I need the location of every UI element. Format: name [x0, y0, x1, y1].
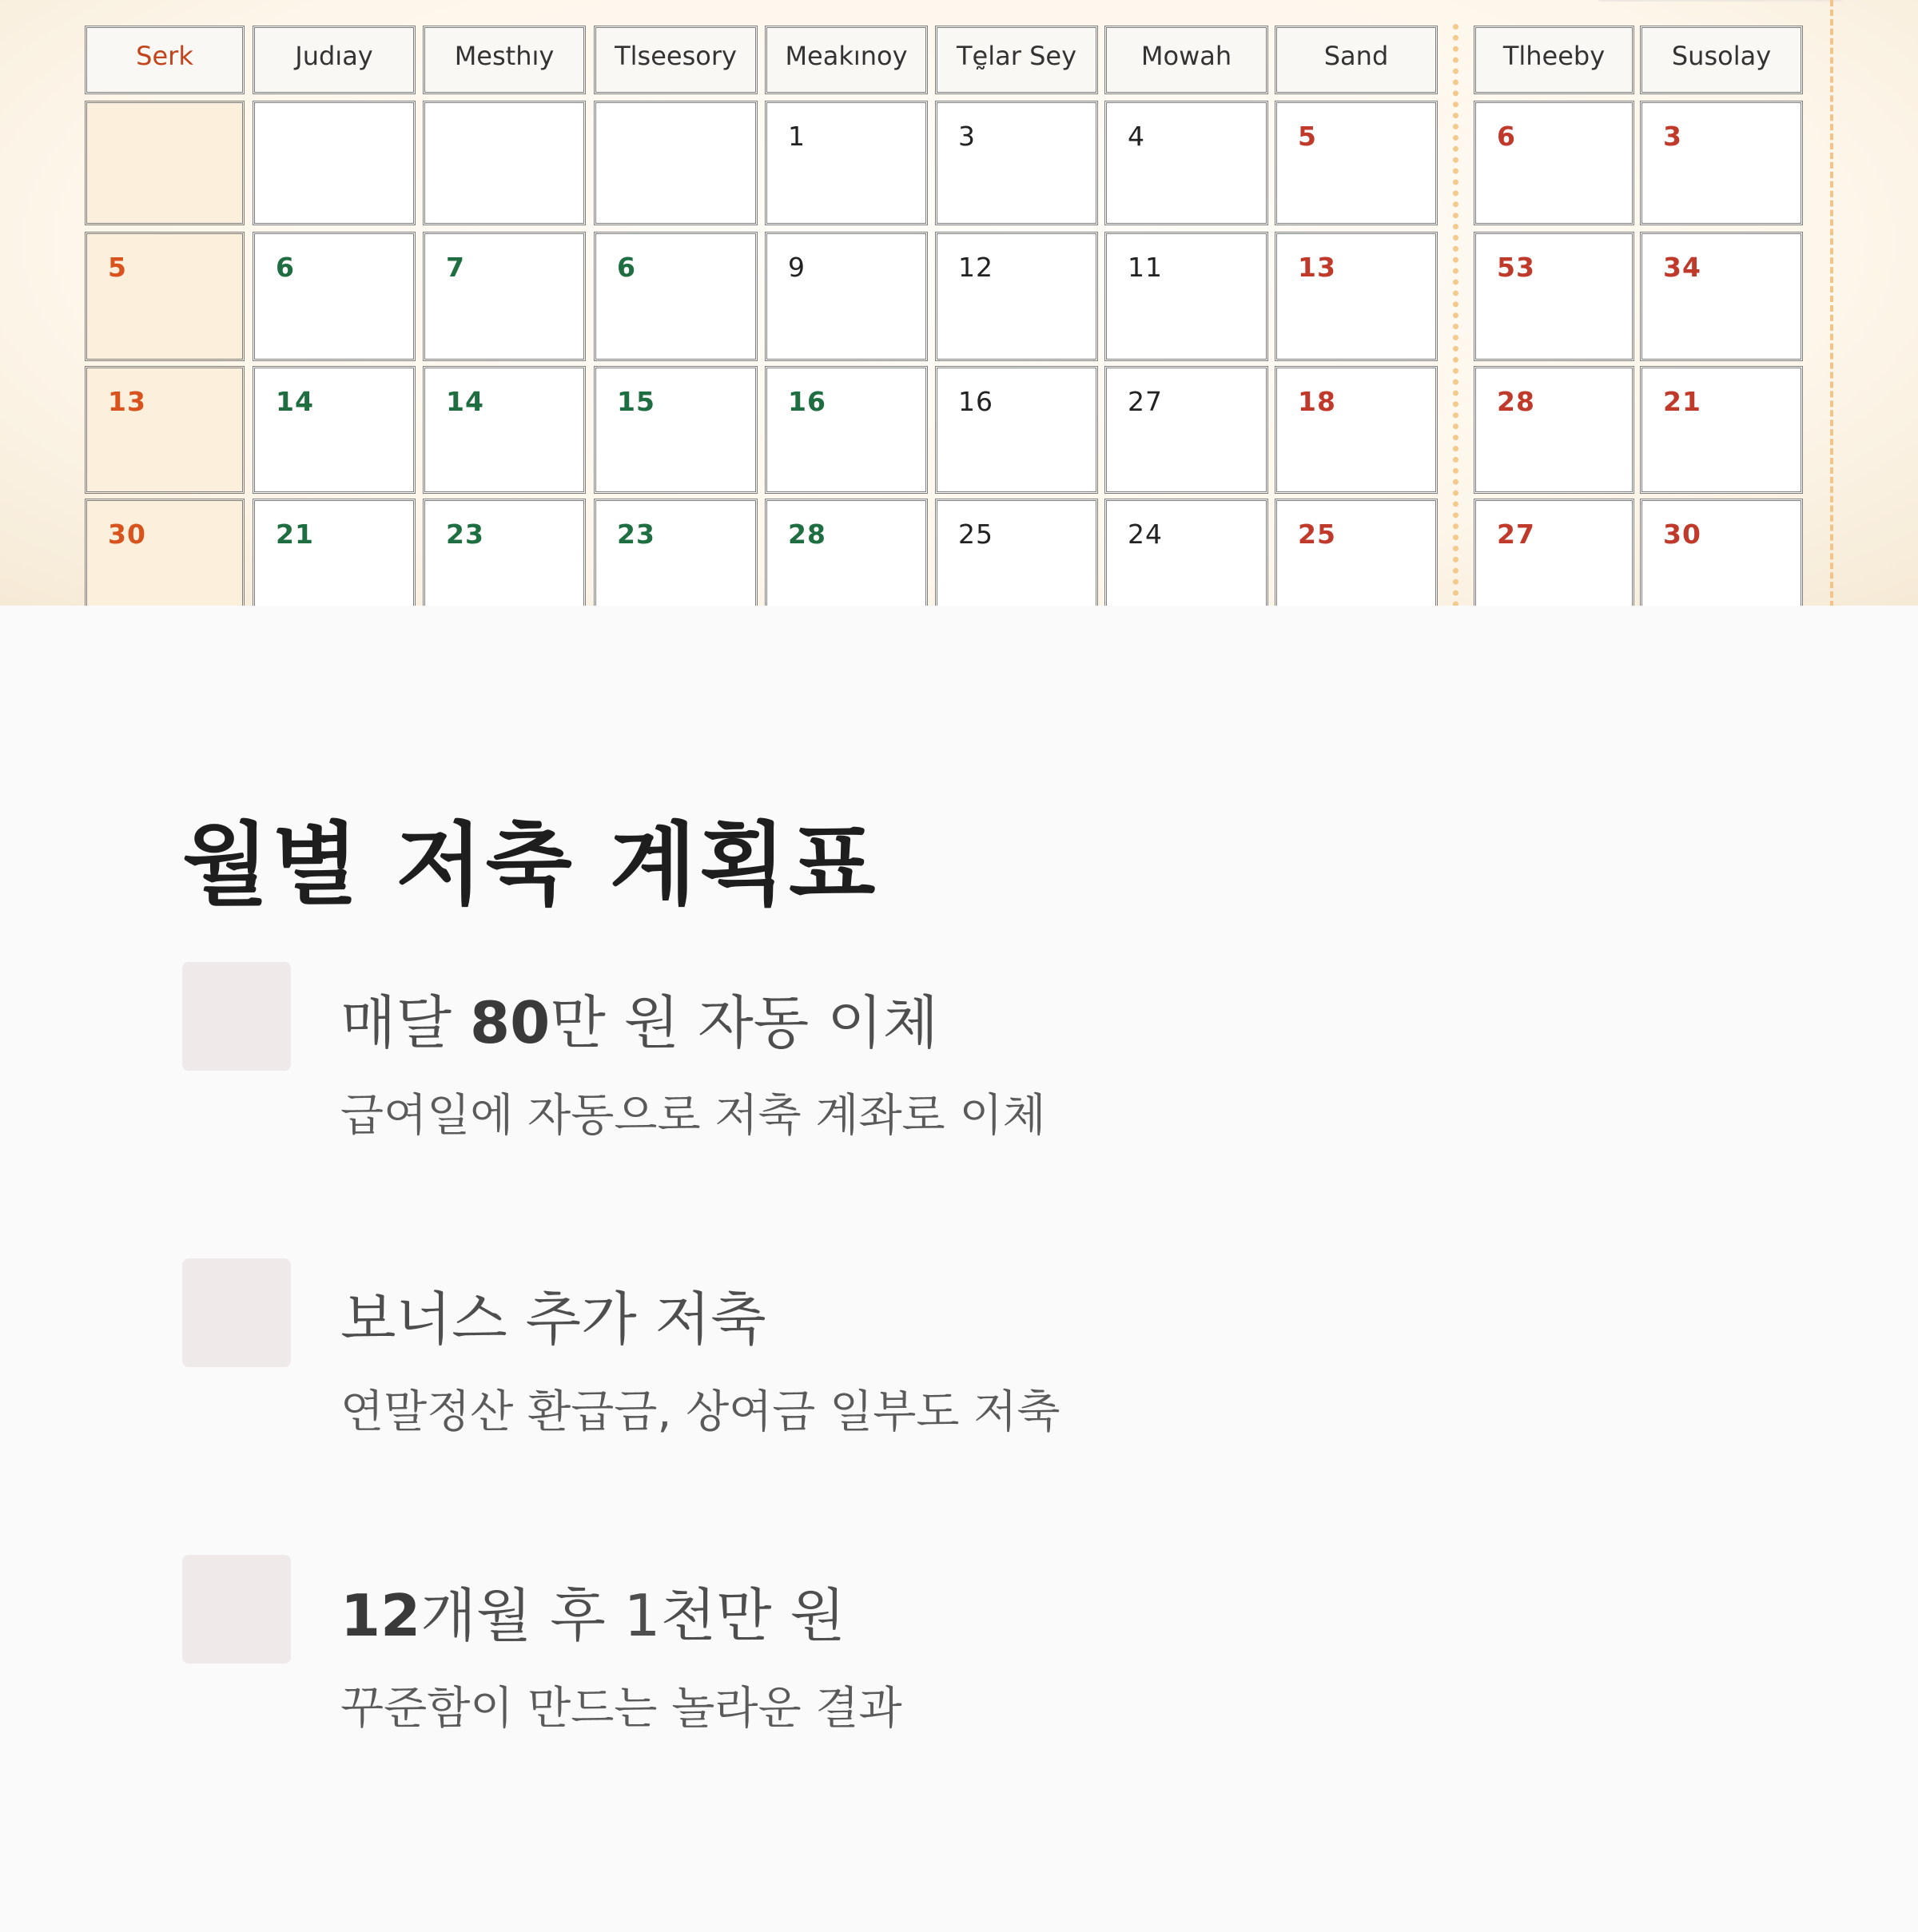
calendar-day-number: 6 — [617, 252, 636, 283]
calendar-header-cell: Susolay — [1640, 26, 1803, 94]
calendar-day-cell — [1474, 499, 1634, 606]
paper-tab — [1597, 0, 1844, 2]
calendar-day-cell — [1104, 366, 1268, 494]
calendar-day-cell — [423, 101, 586, 225]
calendar-day-cell — [765, 101, 928, 225]
calendar-day-cell — [1474, 232, 1634, 361]
calendar-day-number: 1 — [788, 121, 806, 152]
calendar-day-cell — [1474, 101, 1634, 225]
calendar-day-cell — [253, 101, 416, 225]
calendar-day-number: 6 — [276, 252, 295, 283]
calendar-day-cell — [1474, 366, 1634, 494]
calendar-day-number: 12 — [958, 252, 993, 283]
square-icon — [182, 1555, 291, 1664]
calendar-day-number: 13 — [108, 386, 146, 417]
calendar-day-cell — [1275, 366, 1438, 494]
calendar-day-number: 53 — [1497, 252, 1535, 283]
calendar-header-cell: Tlheeby — [1474, 26, 1634, 94]
calendar-day-cell — [1640, 499, 1803, 606]
calendar-day-cell — [935, 366, 1098, 494]
calendar-day-cell — [85, 366, 245, 494]
plan-item-bonus-saving — [182, 1258, 1621, 1466]
calendar-header-cell: Sand — [1275, 26, 1438, 94]
savings-plan-section — [0, 606, 1918, 1932]
calendar-day-cell — [594, 232, 758, 361]
calendar-day-number: 5 — [1298, 121, 1317, 152]
calendar-day-number: 23 — [617, 519, 655, 550]
plan-item-description: 연말정산 환급금, 상여금 일부도 저축 — [340, 1386, 1060, 1438]
calendar-header-cell: Tḛlar Sey — [935, 26, 1098, 94]
plan-item-heading: 12개월 후 1천만 원 — [340, 1582, 846, 1649]
calendar-day-cell — [594, 101, 758, 225]
calendar-header-cell: Mesthıy — [423, 26, 586, 94]
calendar-day-cell — [85, 101, 245, 225]
calendar-day-cell — [253, 499, 416, 606]
calendar-day-cell — [1104, 101, 1268, 225]
calendar-day-number: 25 — [1298, 519, 1336, 550]
calendar-day-number: 6 — [1497, 121, 1516, 152]
plan-item-description: 급여일에 자동으로 저축 계좌로 이체 — [340, 1090, 1046, 1142]
calendar-day-cell — [935, 232, 1098, 361]
calendar-day-number: 16 — [788, 386, 826, 417]
calendar-header-cell: Serk — [85, 26, 245, 94]
calendar-day-cell — [935, 499, 1098, 606]
calendar-day-number: 30 — [1663, 519, 1701, 550]
calendar-day-cell — [85, 232, 245, 361]
dashed-edge — [1830, 0, 1833, 606]
plan-item-heading: 보너스 추가 저축 — [340, 1286, 766, 1353]
calendar-day-cell — [594, 366, 758, 494]
calendar-day-cell — [1275, 101, 1438, 225]
calendar-day-number: 3 — [958, 121, 976, 152]
calendar-day-cell — [1275, 499, 1438, 606]
plan-item-description: 꾸준함이 만드는 놀라운 결과 — [340, 1683, 902, 1735]
calendar-day-number: 5 — [108, 252, 127, 283]
calendar-day-cell — [253, 366, 416, 494]
calendar-day-number: 28 — [1497, 386, 1535, 417]
calendar-day-number: 9 — [788, 252, 806, 283]
calendar-day-cell — [253, 232, 416, 361]
calendar-day-cell — [423, 499, 586, 606]
calendar-header-cell: Meakınoy — [765, 26, 928, 94]
calendar-day-number: 25 — [958, 519, 993, 550]
calendar-day-number: 15 — [617, 386, 655, 417]
calendar-header-cell: Tlseesory — [594, 26, 758, 94]
calendar-day-number: 34 — [1663, 252, 1701, 283]
calendar-day-number: 21 — [1663, 386, 1701, 417]
calendar-day-number: 13 — [1298, 252, 1336, 283]
calendar-header-cell: Mowah — [1104, 26, 1268, 94]
calendar-day-number: 24 — [1128, 519, 1163, 550]
calendar-day-number: 27 — [1128, 386, 1163, 417]
calendar-image — [0, 0, 1918, 606]
calendar-day-number: 30 — [108, 519, 146, 550]
calendar-day-cell — [765, 499, 928, 606]
plan-item-twelve-month-goal — [182, 1555, 1621, 1763]
calendar-header-cell: Judıay — [253, 26, 416, 94]
calendar-day-number: 16 — [958, 386, 993, 417]
calendar-day-number: 14 — [446, 386, 484, 417]
calendar-day-number: 14 — [276, 386, 314, 417]
calendar-day-number: 23 — [446, 519, 484, 550]
plan-item-heading: 매달 80만 원 자동 이체 — [340, 989, 939, 1056]
calendar-day-cell — [1104, 499, 1268, 606]
calendar-day-cell — [1640, 232, 1803, 361]
calendar-day-cell — [423, 366, 586, 494]
calendar-day-cell — [85, 499, 245, 606]
calendar-day-number: 18 — [1298, 386, 1336, 417]
calendar-day-cell — [1640, 366, 1803, 494]
square-icon — [182, 1258, 291, 1367]
calendar-day-number: 28 — [788, 519, 826, 550]
calendar-day-cell — [423, 232, 586, 361]
calendar-day-cell — [1104, 232, 1268, 361]
calendar-day-cell — [1275, 232, 1438, 361]
square-icon — [182, 962, 291, 1071]
dotted-divider — [1453, 24, 1458, 606]
calendar-day-number: 11 — [1128, 252, 1163, 283]
calendar-day-cell — [935, 101, 1098, 225]
calendar-day-cell — [1640, 101, 1803, 225]
calendar-day-cell — [765, 232, 928, 361]
calendar-day-cell — [765, 366, 928, 494]
calendar-day-number: 27 — [1497, 519, 1535, 550]
calendar-day-number: 3 — [1663, 121, 1682, 152]
plan-item-auto-transfer — [182, 962, 1621, 1170]
calendar-day-cell — [594, 499, 758, 606]
calendar-day-number: 7 — [446, 252, 465, 283]
page-title: 월별 저축 계획표 — [182, 813, 879, 917]
calendar-day-number: 4 — [1128, 121, 1145, 152]
calendar-day-number: 21 — [276, 519, 314, 550]
